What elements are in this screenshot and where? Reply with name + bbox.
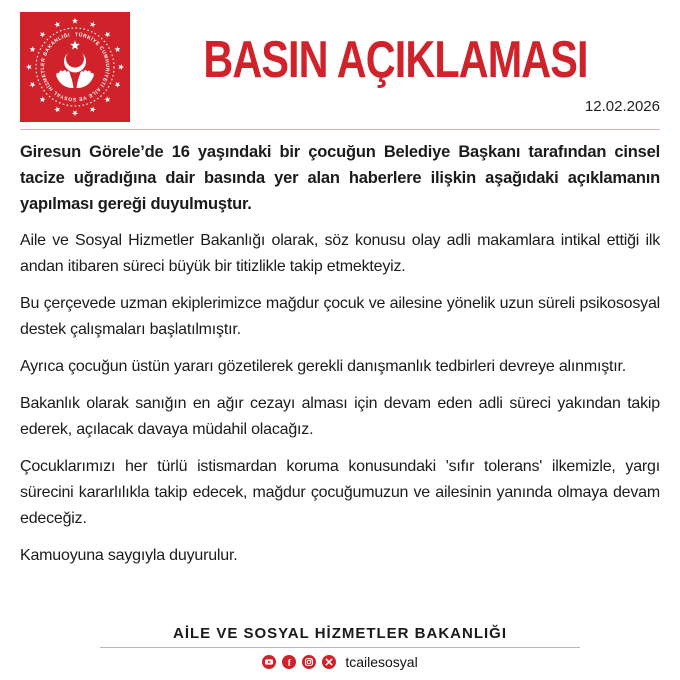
page-title: BASIN AÇIKLAMASI — [202, 29, 588, 89]
header — [20, 12, 660, 122]
press-release-body — [20, 130, 660, 625]
press-paragraph: Ayrıca çocuğun üstün yararı gözetilerek gerekli danışmanlık tedbirleri devreye alınmıştır. — [20, 358, 627, 375]
press-paragraph: Bu çerçevede uzman ekiplerimizce mağdur çocuk ve ailesine yönelik uzun süreli psikososyal destek çalışmaları başlatılmıştır. — [20, 295, 660, 338]
press-paragraph: Çocuklarımızı her türlü istismardan koruma konusundaki 'sıfır tolerans' ilkemizle, yargı sürecini kararlılıkla takip edecek, mağdur çocuğumuzun ve ailesinin yanında olmaya devam edeceğiz. — [20, 458, 660, 527]
facebook-icon — [282, 655, 296, 669]
closing-paragraph: Kamuoyuna saygıyla duyurulur. — [20, 547, 238, 564]
ministry-logo-emblem — [20, 12, 130, 122]
date-label: 12.02.2026 — [584, 98, 660, 115]
youtube-icon — [262, 655, 276, 669]
press-paragraph: Bakanlık olarak sanığın en ağır cezayı alması için devam eden adli süreci yakından takip ederek, açılacak davaya müdahil olacağız. — [20, 395, 660, 438]
footer — [20, 625, 660, 680]
press-paragraph: Aile ve Sosyal Hizmetler Bakanlığı olarak, söz konusu olay adli makamlara intikal ettiği ilk andan itibaren süreci büyük bir titizlikle takip etmekteyiz. — [20, 232, 660, 275]
header-right — [130, 12, 660, 115]
x-icon — [322, 655, 336, 669]
instagram-icon — [302, 655, 316, 669]
intro-paragraph: Giresun Görele’de 16 yaşındaki bir çocuğun Belediye Başkanı tarafından cinsel tacize uğradığına dair basında yer alan haberlere ilişkin aşağıdaki açıklamanın yapılması gereği duyulmuştur. — [20, 143, 660, 213]
footer-divider — [100, 647, 580, 648]
social-row — [20, 654, 660, 670]
ministry-name: AİLE VE SOSYAL HİZMETLER BAKANLIĞI — [172, 625, 508, 642]
social-handle: tcailesosyal — [345, 654, 418, 670]
logo-ring-text: TÜRKİYE CUMHURİYETİ AİLE VE SOSYAL HİZMETLER BAKANLIĞI — [39, 31, 111, 103]
svg-text:f: f — [288, 658, 292, 669]
ministry-logo — [20, 12, 130, 122]
